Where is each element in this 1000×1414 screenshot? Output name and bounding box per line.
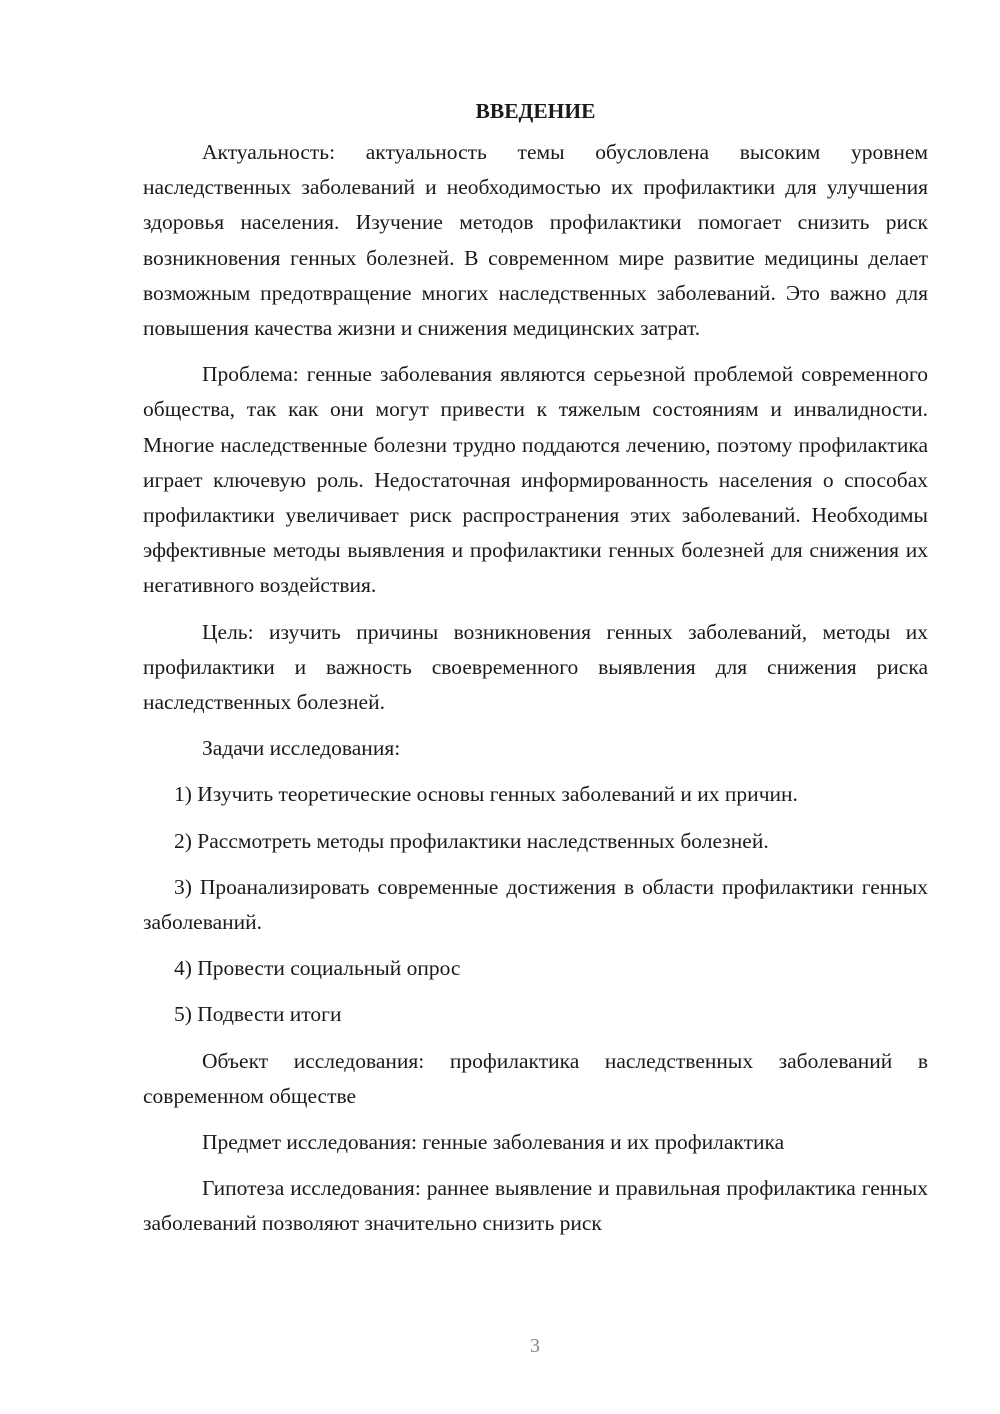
paragraph-subject: Предмет исследования: генные заболевания и их профилактика xyxy=(202,1130,785,1155)
paragraph-hypothesis: Гипотеза исследования: раннее выявление и правильная профилактика генных заболеваний позволяют значительно снизить риск xyxy=(143,1176,928,1236)
task-item-1: 1) Изучить теоретические основы генных заболеваний и их причин. xyxy=(174,782,798,807)
paragraph-object: Объект исследования: профилактика наследственных заболеваний в современном обществе xyxy=(143,1048,928,1108)
paragraph-problem: Проблема: генные заболевания являются серьезной проблемой современного общества, так как они могут привести к тяжелым состояниям и инвалидности. Многие наследственные болезни трудно поддаются лечению, поэтому профилактика играет ключевую роль. Недостаточная информированность населения о способах профилактики увеличивает риск распространения этих заболеваний. Необходимы эффективные методы выявления и профилактики генных болезней для снижения их негативного воздействия. xyxy=(143,362,928,598)
page-title: ВВЕДЕНИЕ xyxy=(475,99,596,123)
task-item-5: 5) Подвести итоги xyxy=(174,1002,342,1027)
task-item-2: 2) Рассмотреть методы профилактики наследственных болезней. xyxy=(174,828,769,853)
task-item-3: 3) Проанализировать современные достижения в области профилактики генных заболеваний. xyxy=(143,874,928,935)
paragraph-relevance: Актуальность: актуальность темы обусловлена высоким уровнем наследственных заболеваний и необходимостью их профилактики для улучшения здоровья населения. Изучение методов профилактики помогает снизить риск возникновения генных болезней. В современном мире развитие медицины делает возможным предотвращение многих наследственных заболеваний. Это важно для повышения качества жизни и снижения медицинских затрат. xyxy=(143,140,928,341)
task-item-4: 4) Провести социальный опрос xyxy=(174,956,461,981)
page-content xyxy=(143,94,928,1253)
paragraph-tasks-heading: Задачи исследования: xyxy=(202,736,401,761)
page-number: 3 xyxy=(530,1335,540,1357)
paragraph-goal: Цель: изучить причины возникновения генных заболеваний, методы их профилактики и важность своевременного выявления для снижения риска наследственных болезней. xyxy=(143,619,928,715)
